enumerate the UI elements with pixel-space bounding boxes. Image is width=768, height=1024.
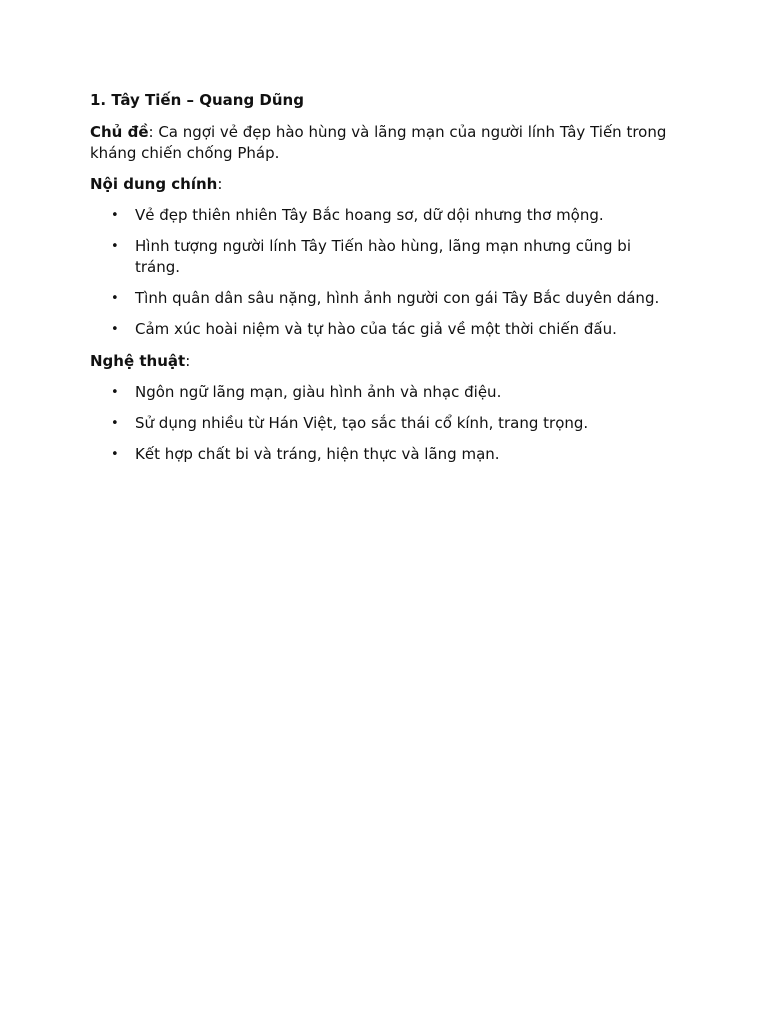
list-item-text: Kết hợp chất bi và tráng, hiện thực và lãng mạn. [135,445,500,463]
theme-text: Ca ngợi vẻ đẹp hào hùng và lãng mạn của người lính Tây Tiến trong kháng chiến chống Pháp. [90,123,667,162]
art-label: Nghệ thuật [90,352,186,370]
content-list [90,205,680,340]
content-separator: : [217,175,223,193]
art-separator: : [185,352,191,370]
bullet-icon: • [111,322,119,337]
document-page [90,90,680,476]
list-item [90,288,680,309]
list-item-text: Hình tượng người lính Tây Tiến hào hùng, lãng mạn nhưng cũng bi tráng. [135,237,631,276]
list-item-text: Vẻ đẹp thiên nhiên Tây Bắc hoang sơ, dữ dội nhưng thơ mộng. [135,206,604,224]
art-list [90,382,680,465]
bullet-icon: • [111,208,119,223]
bullet-icon: • [111,447,119,462]
list-item-text: Cảm xúc hoài niệm và tự hào của tác giả về một thời chiến đấu. [135,320,617,338]
theme-paragraph [90,122,680,164]
list-item-text: Ngôn ngữ lãng mạn, giàu hình ảnh và nhạc điệu. [135,383,502,401]
list-item [90,413,680,434]
content-label: Nội dung chính [90,175,218,193]
bullet-icon: • [111,416,119,431]
list-item-text: Sử dụng nhiều từ Hán Việt, tạo sắc thái cổ kính, trang trọng. [135,414,589,432]
theme-separator: : [148,123,154,141]
list-item-text: Tình quân dân sâu nặng, hình ảnh người con gái Tây Bắc duyên dáng. [135,289,660,307]
bullet-icon: • [111,239,119,254]
content-heading [90,174,680,195]
list-item [90,444,680,465]
bullet-icon: • [111,385,119,400]
list-item [90,236,680,278]
document-title: 1. Tây Tiến – Quang Dũng [90,91,304,109]
list-item [90,382,680,403]
art-heading [90,351,680,372]
list-item [90,319,680,340]
list-item [90,205,680,226]
theme-label: Chủ đề [90,123,149,141]
bullet-icon: • [111,291,119,306]
